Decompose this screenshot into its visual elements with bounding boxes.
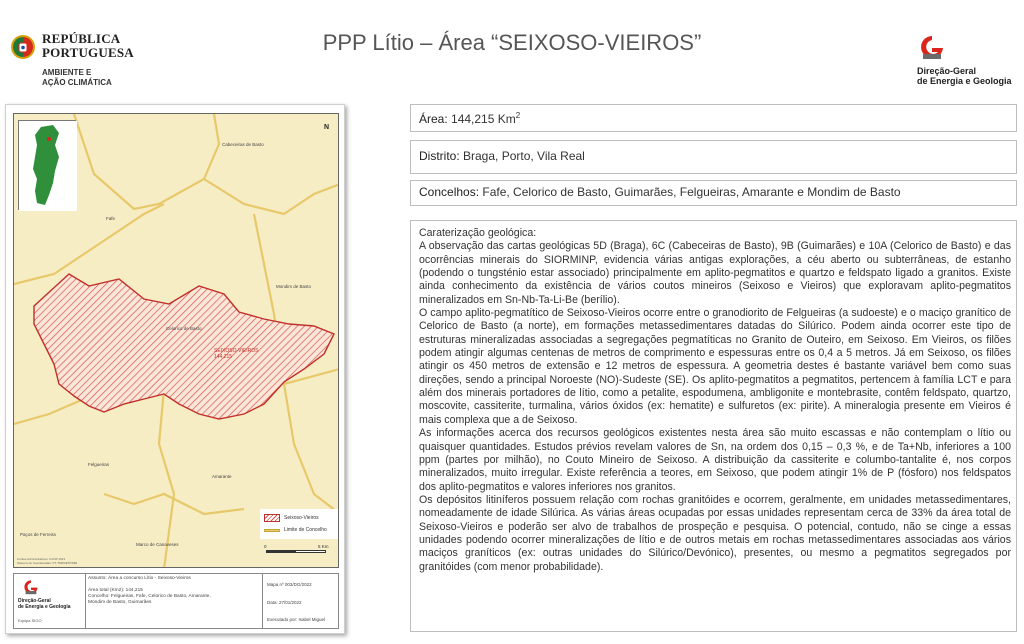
ministry-line1: AMBIENTE E (42, 68, 92, 77)
area-label-name: SEIXOSO-VIEIROS (214, 348, 259, 354)
north-arrow-icon: N (324, 124, 330, 131)
map-footer (13, 573, 339, 629)
map-sheet (5, 104, 345, 634)
area-label (214, 348, 258, 360)
area-label-value: 144,215 (214, 354, 233, 360)
map-number: Mapa nº 003/DG/2022 (267, 582, 312, 587)
legend-item (264, 525, 327, 535)
footer-info-line: Área total (Km2): 144,215 (88, 588, 143, 593)
credits-line: Sistema de Coordenadas: PT-TM06/ETRS89 (17, 561, 78, 565)
portugal-outline-icon (19, 121, 77, 211)
dgeg-logo-icon (22, 578, 40, 596)
hatch-swatch-icon (264, 514, 280, 522)
area-value: 144,215 Km (447, 112, 516, 126)
ministry-line2: AÇÃO CLIMÁTICA (42, 78, 112, 87)
place-label: Paços de Ferreira (20, 532, 56, 537)
portugal-locator-map (18, 120, 76, 210)
gov-name-line1: REPÚBLICA (42, 31, 121, 46)
footer-info-line: Assunto: Área a concurso Lítio - Seixoso-Vieiros (88, 576, 191, 581)
geology-paragraph: Os depósitos litiníferos possuem relação com rochas granitóides e ocorrem, geralmente, em unidades metassedimentares, nomeadamente de idade Silúrica. As várias áreas ocupadas por essas unidades representam cerca de 33% da área total de Seixoso-Vieiros e poderão ser alvo de trabalhos de prospeção e pesquisa. O potencial, contudo, não se cinge a essas unidades podendo ocorrer mineralizações de lítio e de outros metais em rochas metassedimentares associadas aos vários maciços graníticos (ex: outras unidades do Silúrico/Devónico), presentes, ou mesmo a pegmatitos segregados por granitóides (com menor probabilidade). (419, 493, 1011, 573)
footer-team: Equipa SIGO (18, 618, 42, 623)
place-label: Mondim de Basto (276, 284, 312, 289)
legend-item (264, 513, 319, 523)
map-footer-logo (14, 574, 86, 628)
dgeg-name-line2: de Energia e Geologia (917, 76, 1012, 86)
scale-end-label: 5 Km (318, 544, 329, 549)
map-frame (13, 113, 339, 568)
distrito-line (419, 149, 585, 163)
gov-name-line2: PORTUGUESA (42, 45, 134, 60)
map-date: Data: 27/01/2022 (267, 600, 302, 605)
geology-paragraph: O campo aplito-pegmatítico de Seixoso-Vieiros ocorre entre o granodiorito de Felgueiras (a sudoeste) e o maciço granítico de Celorico de Basto (a norte), em formações metassedimentares datadas do Silúrico. Podem ainda ocorrer este tipo de estruturas mineralizadas associadas a segregações pegmatíticas no Granito de Outeiro, em Seixoso. Em Vieiros, os filões podem atingir algumas centenas de metros de comprimento e espessuras entre os 0,4 a 5 metros. Já em Seixoso, os filões atingir os 450 metros de extensão e 12 metros de espessura. A geometria destes é bastante variável bem como suas direções, sendo a principal Noroeste (NO)-Sudeste (SE). Os aplito-pegmatitos a pegmatitos, pertencem à família LCT e para além dos minerais portadores de lítio, como a petalite, espodumena, ambligonite e montebrasite, contêm feldspato, quartzo, moscovite, cassiterite, turmalina, vários óxidos (ex: hematite) e sulfuretos (ex: pirite). A mineralogia presente em Vieiros é mais complexa que a de Seixoso. (419, 307, 1011, 426)
footer-logo-line1: Direção-Geral (18, 598, 51, 604)
concelhos-label: Concelhos: (419, 185, 480, 199)
page-title: PPP Lítio – Área “SEIXOSO-VIEIROS” (322, 30, 702, 55)
credits-line: Limites Administrativos: CAOP 2021 (17, 557, 66, 561)
concelhos-line (419, 185, 901, 199)
area-unit-sup: 2 (515, 111, 521, 120)
place-label: Cabeceiras de Basto (222, 142, 264, 147)
distrito-value: Braga, Porto, Vila Real (459, 149, 585, 163)
map-credits (17, 557, 77, 565)
geology-paragraph: A observação das cartas geológicas 5D (Braga), 6C (Cabeceiras de Basto), 9B (Guimarães) e 10A (Celorico de Basto) e das ocorrências minerais do SIORMINP, evidencia várias antigas explorações, a céu aberto ou subterrâneas, de estanho (podendo o tungsténio estar associado) principalmente em aplito-pegmatitos e quartzo e feldspato ligado a granitos. Existe ainda conhecimento da existência de vários coutos mineiros (Seixoso e Vieiros) que exploravam aplito-pegmatitos mineralizados em Sn-Nb-Ta-Li-Be (berílio). (419, 240, 1011, 306)
line-swatch-icon (264, 529, 280, 532)
place-label: Marco de Canaveses (136, 542, 179, 547)
place-label: Fafe (106, 216, 116, 221)
distrito-box (410, 140, 1017, 174)
geology-paragraph: As informações acerca dos recursos geológicos existentes nesta área são muito escassas e não contemplam o lítio ou quaisquer quantidades. Estudos prévios revelam valores de Sn, na ordem dos 0,15 – 0,3 %, e de Ta+Nb, inferiores a 100 ppm (partes por milhão), no Couto Mineiro de Seixoso. A distribuição da cassiterite e columbo-tantalite é, nos corpos mineralizados, muito irregular. Existe referência a teores, em Seixoso, que podem atingir 1% de P (fósforo) nos feldspatos dos aplito-pegmatitos e valores inferiores nos granitos. (419, 427, 1011, 493)
place-label: Amarante (212, 474, 232, 479)
footer-info-line: Concelho: Felgueiras, Fafe, Celorico de Basto, Amarante, (88, 594, 211, 599)
footer-info-line: Mondim de Basto, Guimarães (88, 600, 152, 605)
scale-track (266, 550, 326, 553)
map-footer-meta (262, 574, 339, 628)
footer-logo-line2: de Energia e Geologia (18, 604, 71, 610)
concelhos-box (410, 180, 1017, 206)
map-legend (260, 509, 338, 539)
geology-box (410, 220, 1017, 632)
distrito-label: Distrito: (419, 149, 460, 163)
map-author: Executado por: Isabel Miguel (267, 617, 326, 622)
place-label: Celorico de Basto (166, 326, 202, 331)
legend-label: Limite de Concelho (284, 527, 327, 533)
scale-start-label: 0 (264, 544, 267, 549)
dgeg-logo (915, 32, 1020, 87)
geology-heading: Caraterização geológica: (419, 227, 537, 239)
place-label: Felgueiras (88, 462, 110, 467)
dgeg-name-line1: Direção-Geral (917, 66, 977, 76)
scale-bar (266, 544, 332, 558)
area-line (419, 111, 520, 126)
concelhos-value: Fafe, Celorico de Basto, Guimarães, Felgueiras, Amarante e Mondim de Basto (479, 185, 901, 199)
dgeg-logo-icon (917, 32, 947, 62)
geology-text (419, 227, 1011, 574)
legend-label: Seixoso-Vieiros (284, 515, 319, 521)
map-footer-info (88, 576, 258, 626)
area-box (410, 104, 1017, 132)
area-label-text: Área: (419, 112, 448, 126)
